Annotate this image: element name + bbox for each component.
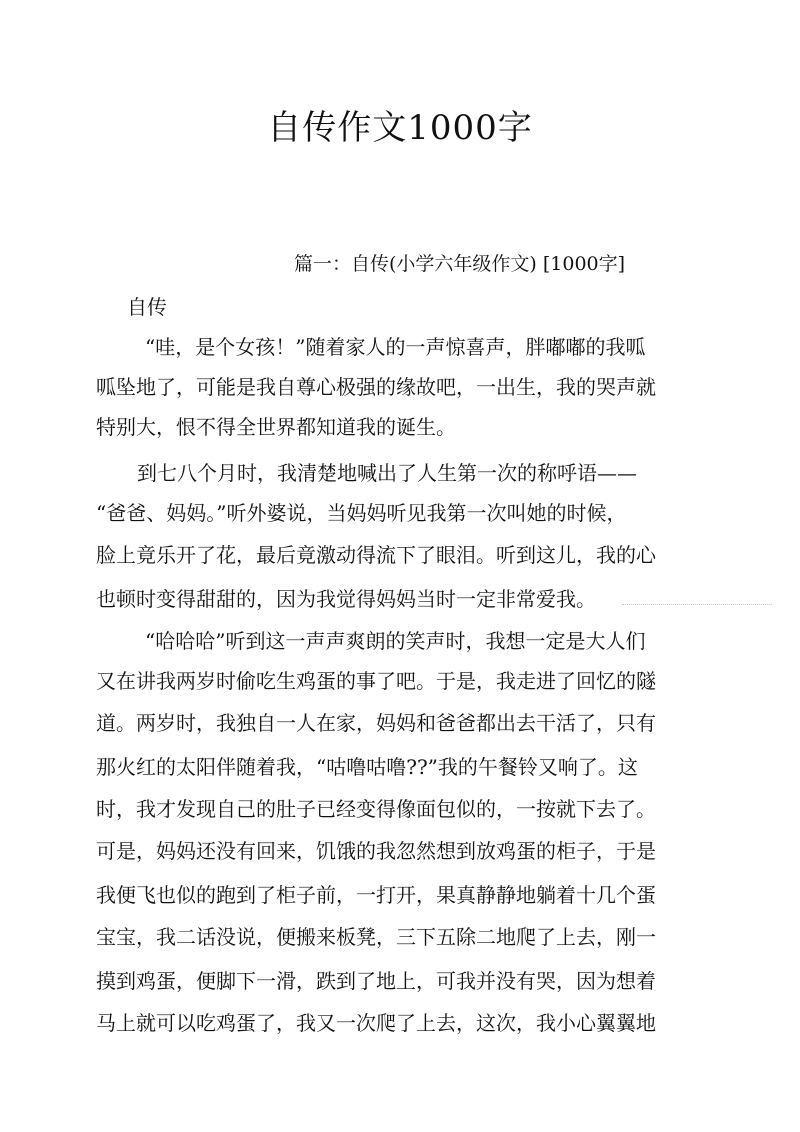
paragraph-line: “爸爸、妈妈。”听外婆说，当妈妈听见我第一次叫她的时候，	[96, 501, 627, 525]
page-title: 自传作文1000字	[267, 108, 533, 148]
essay-subtitle: 自传	[127, 295, 167, 319]
paragraph-line: 可是，妈妈还没有回来，饥饿的我忽然想到放鸡蛋的柜子，于是	[96, 839, 656, 863]
paragraph-line: 宝宝，我二话没说，便搬来板凳，三下五除二地爬了上去，刚一	[96, 925, 656, 949]
paragraph-line: “哇，是个女孩！”随着家人的一声惊喜声，胖嘟嘟的我呱	[145, 335, 646, 359]
paragraph-line: 特别大，恨不得全世界都知道我的诞生。	[96, 415, 456, 439]
paragraph-line: 到七八个月时，我清楚地喊出了人生第一次的称呼语——	[137, 461, 637, 485]
paragraph-line: 也顿时变得甜甜的，因为我觉得妈妈当时一定非常爱我。	[96, 587, 596, 611]
paragraph-line: 道。两岁时，我独自一人在家，妈妈和爸爸都出去干活了，只有	[96, 711, 656, 735]
paragraph-line: 马上就可以吃鸡蛋了，我又一次爬了上去，这次，我小心翼翼地	[96, 1011, 656, 1035]
paragraph-line: 摸到鸡蛋，便脚下一滑，跌到了地上，可我并没有哭，因为想着	[96, 969, 656, 993]
paragraph-line: 脸上竟乐开了花，最后竟激动得流下了眼泪。听到这儿，我的心	[96, 543, 656, 567]
paragraph-line: 呱坠地了，可能是我自尊心极强的缘故吧，一出生，我的哭声就	[96, 375, 656, 399]
paragraph-line: 那火红的太阳伴随着我，“咕噜咕噜??”我的午餐铃又响了。这	[96, 755, 638, 779]
paragraph-line: 时，我才发现自己的肚子已经变得像面包似的，一按就下去了。	[96, 797, 656, 821]
paragraph-line: 又在讲我两岁时偷吃生鸡蛋的事了吧。于是，我走进了回忆的隧	[96, 669, 656, 693]
paragraph-line: 我便飞也似的跑到了柜子前，一打开，果真静静地躺着十几个蛋	[96, 883, 656, 907]
dotted-rule	[622, 604, 772, 605]
section-heading: 篇一：自传(小学六年级作文) [1000字]	[294, 253, 626, 275]
paragraph-line: “哈哈哈”听到这一声声爽朗的笑声时，我想一定是大人们	[145, 629, 646, 653]
